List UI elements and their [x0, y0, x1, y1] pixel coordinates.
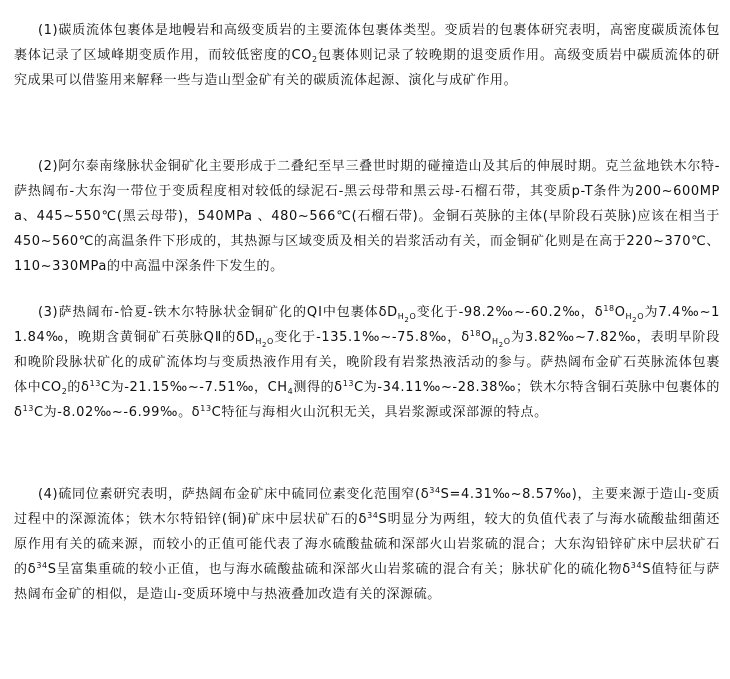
p3-sup13-3: 13 — [22, 404, 34, 413]
p4-sup34-4: 34 — [630, 561, 643, 570]
p4-text-e: S值特征与萨热阔布金矿的相似，是造山-变质环境中与热液叠加改造有关的深源硫。 — [14, 562, 720, 602]
p3-text-k: C为-8.02‰~-6.99‰。δ — [33, 405, 201, 420]
p3-text-b: 变化于-98.2‰~-60.2‰，δ — [416, 305, 604, 320]
p3-text-h: C为-21.15‰~-7.51‰，CH — [100, 380, 288, 395]
p3-text-l: C特征与海相火山沉积无关，具岩浆源或深部源的特点。 — [211, 405, 548, 420]
paragraph-1 — [14, 18, 720, 93]
p3-h2o-h-2: H — [625, 312, 633, 321]
p3-co2-subscript: 2 — [61, 387, 68, 396]
p3-text-f: 为3.82‰~7.82‰，表明早阶段和晚阶段脉状矿化的成矿流体均与变质热液作用有关，晚阶段有岩浆热液活动的参与。萨热阔布金矿石英脉流体包裹体中CO — [14, 330, 720, 395]
p4-text-b: S=4.31‰~8.57‰)，主要来源于造山-变质过程中的深源流体；铁木尔特铅锌(铜)矿床中层状矿石的δ — [14, 487, 720, 527]
p3-h2o-subscript-4 — [492, 337, 511, 349]
p1-text-b: 包裹体则记录了较晚期的退变质作用。高级变质岩中碳质流体的研究成果可以借鉴用来解释一些与造山型金矿有关的碳质流体起源、演化与成矿作用。 — [14, 48, 720, 88]
paragraph-2 — [14, 154, 720, 279]
p3-h2o-h: H — [397, 312, 405, 321]
p3-h2o-2-4: 2 — [498, 341, 504, 349]
p4-sup34-3: 34 — [36, 561, 48, 570]
p4-text-c: S明显分为两组，较大的负值代表了与海水硫酸盐细菌还原作用有关的硫来源，而较小的正值可能代表了海水硫酸盐硫和深部火山岩浆硫的混合；大东沟铅锌矿床中层状矿石的δ — [14, 512, 720, 577]
p3-sup18-2: 18 — [469, 329, 482, 338]
p1-text-a: (1)碳质流体包裹体是地幔岩和高级变质岩的主要流体包裹体类型。变质岩的包裹体研究表明，高密度碳质流体包裹体记录了区域峰期变质作用，而较低密度的CO — [14, 23, 720, 63]
p3-h2o-2-3: 2 — [261, 341, 267, 349]
p3-text-i: 测得的δ — [293, 380, 343, 395]
p3-h2o-subscript-3 — [255, 337, 274, 349]
paragraph-3 — [14, 300, 720, 425]
p3-h2o-2-2: 2 — [632, 316, 638, 324]
p4-text-a: (4)硫同位素研究表明，萨热阔布金矿床中硫同位素变化范围窄(δ — [38, 487, 430, 502]
p3-ch4-subscript: 4 — [287, 387, 294, 396]
p3-h2o-o-4: O — [503, 337, 511, 346]
p3-text-g: 的δ — [67, 380, 90, 395]
p3-text-a: (3)萨热阔布-恰夏-铁木尔特脉状金铜矿化的QⅠ中包裹体δD — [38, 305, 398, 320]
p3-text-j: C为-34.11‰~-28.38‰；铁木尔特含铜石英脉中包裹体的δ — [14, 380, 721, 420]
p3-sup18-1: 18 — [603, 304, 615, 313]
p3-h2o-h-3: H — [255, 337, 262, 346]
p3-h2o-subscript-2 — [625, 312, 645, 324]
p4-sup34-1: 34 — [429, 486, 441, 495]
p3-text-d: 为7.4‰~11.84‰，晚期含黄铜矿石英脉QⅡ的δD — [14, 305, 721, 345]
p3-o-2: O — [481, 330, 493, 345]
p3-h2o-o-3: O — [267, 337, 274, 346]
p4-text-d: S呈富集重硫的较小正值，也与海水硫酸盐硫和深部火山岩浆硫的混合有关；脉状矿化的硫化物δ — [47, 562, 631, 577]
p3-h2o-o-2: O — [637, 312, 645, 321]
p3-sup13-2: 13 — [342, 379, 355, 388]
p2-text: (2)阿尔泰南缘脉状金铜矿化主要形成于二叠纪至早三叠世时期的碰撞造山及其后的伸展时期。克兰盆地铁木尔特-萨热阔布-大东沟一带位于变质程度相对较低的绿泥石-黑云母带和黑云母-石榴石带，其变质p-T条件为200~600MPa、445~550℃(黑云母带)，540MPa 、480~566℃(石榴石带)。金铜石英脉的主体(早阶段石英脉)应该在相当于450~560℃的高温条件下形成的，其热源与区域变质及相关的岩浆活动有关，而金铜矿化则是在高于220~370℃、110~330MPa的中高温中深条件下发生的。 — [14, 159, 720, 274]
p3-h2o-subscript-1 — [397, 312, 417, 324]
p3-o-1: O — [614, 305, 626, 320]
p4-sup34-2: 34 — [367, 511, 379, 520]
p3-h2o-h-4: H — [492, 337, 499, 346]
p3-sup13-1: 13 — [89, 379, 101, 388]
p3-h2o-2: 2 — [404, 316, 410, 324]
p3-h2o-o: O — [409, 312, 417, 321]
p1-co2-subscript: 2 — [311, 55, 318, 64]
paragraph-4 — [14, 482, 720, 607]
p3-sup13-4: 13 — [200, 404, 212, 413]
p3-text-e: 变化于-135.1‰~-75.8‰，δ — [273, 330, 470, 345]
